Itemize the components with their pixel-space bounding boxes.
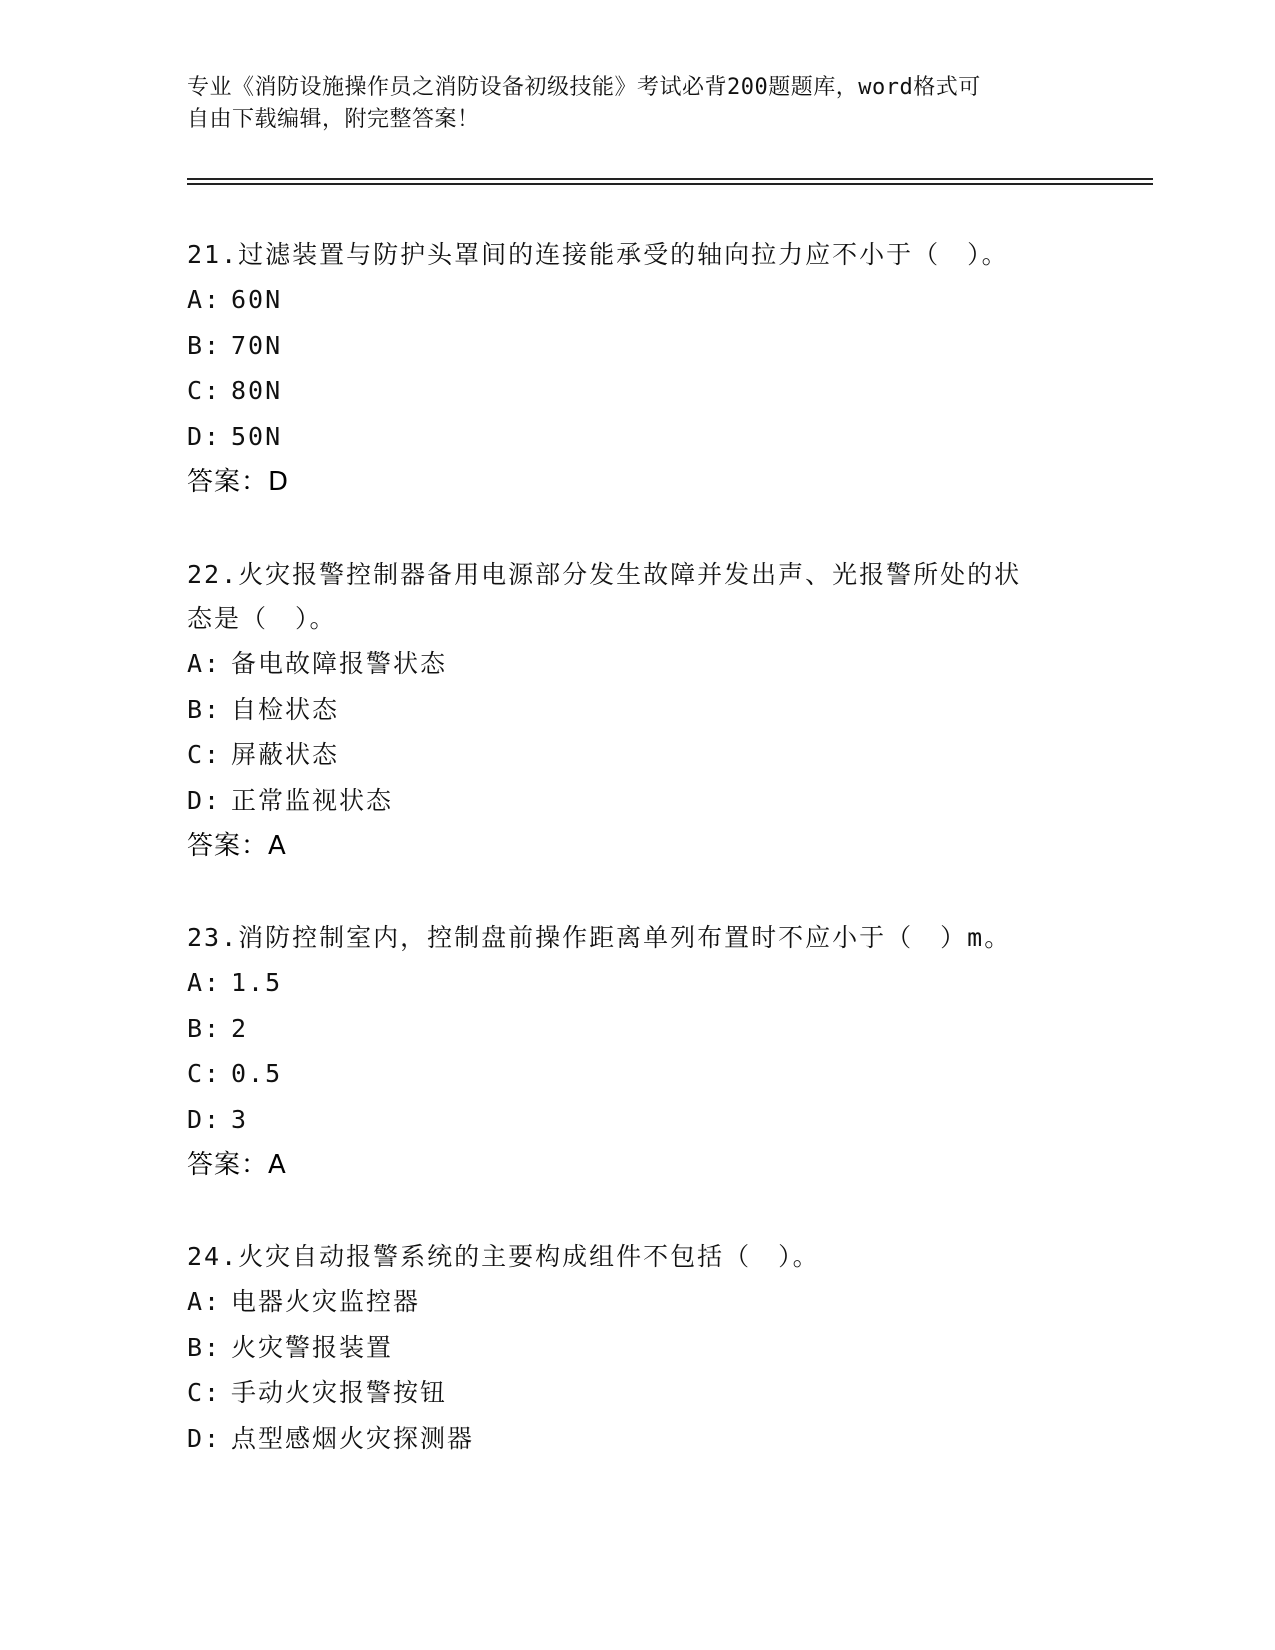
option-a xyxy=(187,641,1087,687)
option-key: A: xyxy=(187,968,222,997)
option-key: C: xyxy=(187,1378,222,1407)
option-b xyxy=(187,1006,1087,1052)
option-key: B: xyxy=(187,1013,222,1043)
question-stem-line-1: 22.火灾报警控制器备用电源部分发生故障并发出声、光报警所处的状 xyxy=(187,560,1022,589)
option-key: B: xyxy=(187,330,222,360)
option-key: B: xyxy=(187,694,222,724)
option-c xyxy=(187,732,1087,778)
option-text: 电器火灾监控器 xyxy=(231,1287,421,1316)
header-line-1: 专业《消防设施操作员之消防设备初级技能》考试必背200题题库，word格式可 xyxy=(187,75,981,100)
option-key: D: xyxy=(187,421,222,451)
option-text: 0.5 xyxy=(231,1059,283,1088)
header-line-2: 自由下载编辑，附完整答案！ xyxy=(187,107,480,132)
question-22 xyxy=(187,553,1087,869)
option-text: 70N xyxy=(231,330,283,360)
option-text: 点型感烟火灾探测器 xyxy=(231,1423,475,1453)
option-key: D: xyxy=(187,785,222,815)
question-23 xyxy=(187,916,1087,1188)
option-b xyxy=(187,323,1087,369)
option-text: 1.5 xyxy=(231,968,283,997)
option-key: C: xyxy=(187,740,222,769)
option-c xyxy=(187,1370,1087,1416)
option-d xyxy=(187,1416,1087,1462)
option-a xyxy=(187,277,1087,323)
option-key: A: xyxy=(187,1287,222,1316)
option-key: A: xyxy=(187,285,222,314)
option-c xyxy=(187,368,1087,414)
option-d xyxy=(187,1097,1087,1143)
option-text: 60N xyxy=(231,285,283,314)
question-stem: 23.消防控制室内，控制盘前操作距离单列布置时不应小于（ ）m。 xyxy=(187,923,1012,952)
option-key: B: xyxy=(187,1332,222,1362)
answer-line: 答案：D xyxy=(187,467,290,497)
question-21 xyxy=(187,233,1087,505)
question-stem-line-2: 态是（ ）。 xyxy=(187,604,337,633)
document-header xyxy=(187,72,1067,136)
option-text: 手动火灾报警按钮 xyxy=(231,1378,448,1407)
option-b xyxy=(187,1325,1087,1371)
header-divider-bottom xyxy=(187,183,1153,185)
option-key: D: xyxy=(187,1104,222,1134)
option-key: D: xyxy=(187,1423,222,1453)
option-key: A: xyxy=(187,649,222,678)
option-text: 火灾警报装置 xyxy=(231,1332,394,1362)
header-divider-top xyxy=(187,178,1153,180)
option-b xyxy=(187,687,1087,733)
question-stem: 24.火灾自动报警系统的主要构成组件不包括（ ）。 xyxy=(187,1242,820,1271)
option-d xyxy=(187,414,1087,460)
option-text: 自检状态 xyxy=(231,694,340,724)
option-text: 备电故障报警状态 xyxy=(231,649,448,678)
option-text: 3 xyxy=(231,1104,249,1134)
question-stem: 21.过滤装置与防护头罩间的连接能承受的轴向拉力应不小于（ ）。 xyxy=(187,240,1009,269)
option-key: C: xyxy=(187,376,222,405)
option-text: 屏蔽状态 xyxy=(231,740,340,769)
question-24 xyxy=(187,1235,1087,1461)
option-key: C: xyxy=(187,1059,222,1088)
option-text: 2 xyxy=(231,1013,249,1043)
option-d xyxy=(187,778,1087,824)
option-a xyxy=(187,1279,1087,1325)
answer-line: 答案：A xyxy=(187,1150,287,1180)
option-c xyxy=(187,1051,1087,1097)
option-a xyxy=(187,960,1087,1006)
option-text: 50N xyxy=(231,421,283,451)
option-text: 正常监视状态 xyxy=(231,785,394,815)
answer-line: 答案：A xyxy=(187,831,287,861)
option-text: 80N xyxy=(231,376,283,405)
